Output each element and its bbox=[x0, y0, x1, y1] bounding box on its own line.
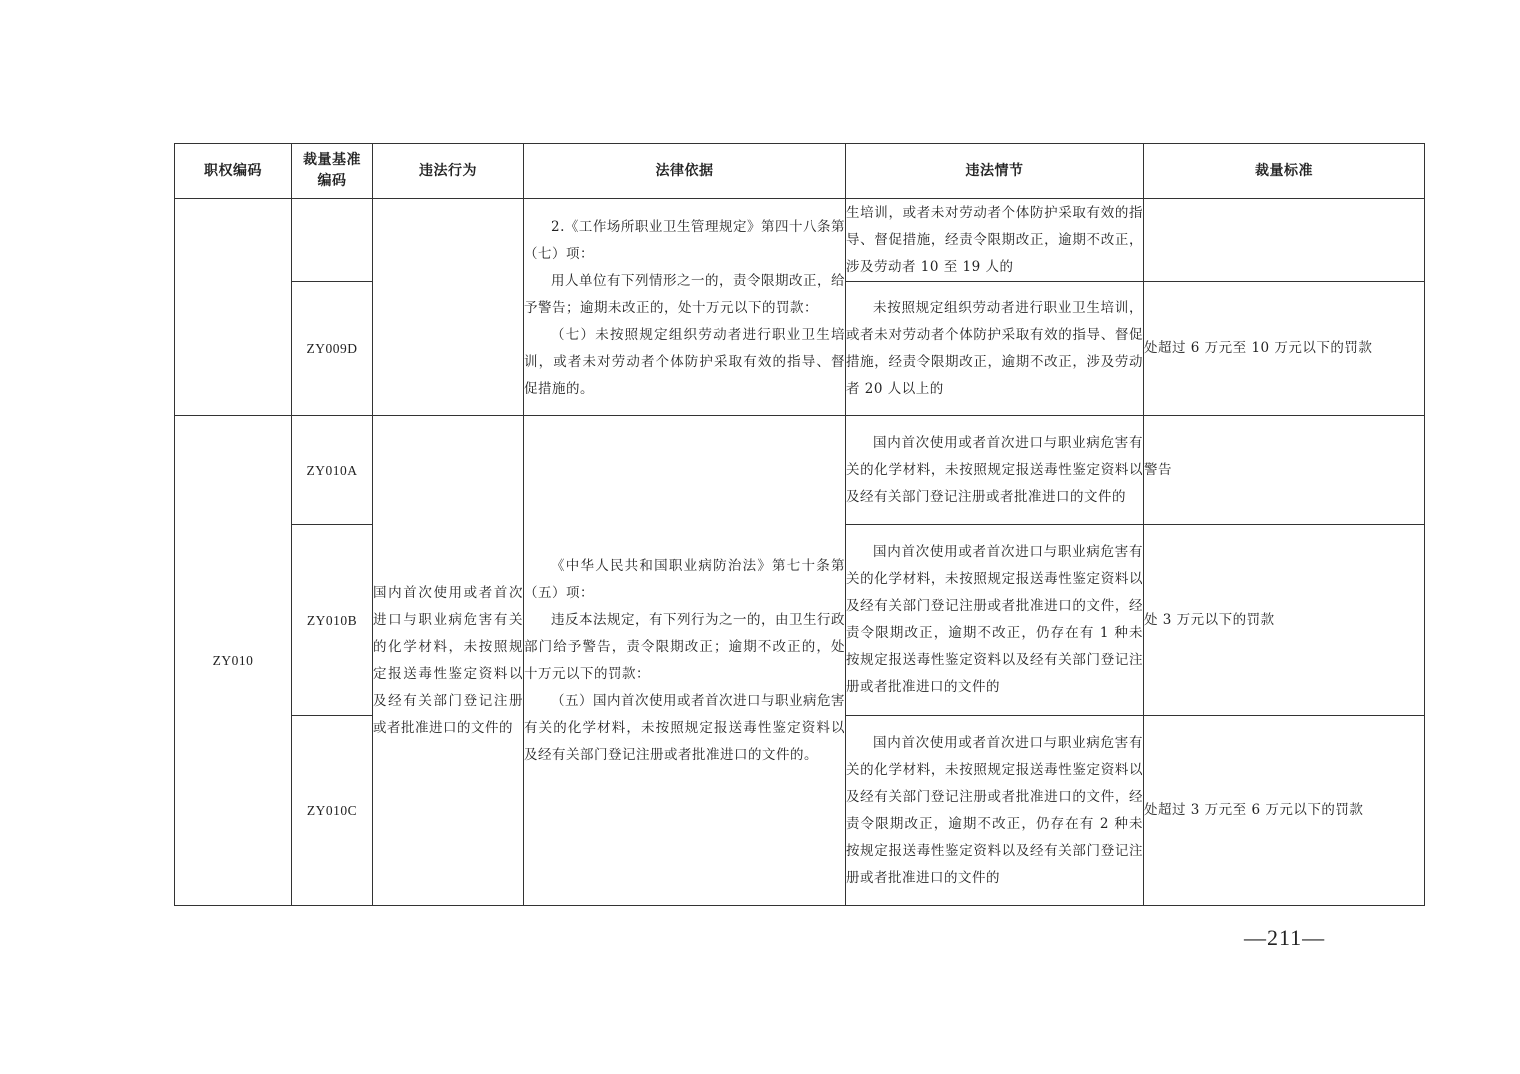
header-benchmark-code bbox=[292, 144, 373, 199]
table-row bbox=[175, 416, 1425, 525]
benchmark-code-cell: ZY010A bbox=[292, 416, 373, 525]
circumstance-text: 未按照规定组织劳动者进行职业卫生培训，或者未对劳动者个体防护采取有效的指导、督促措施，经责令限期改正，逾期不改正，涉及劳动者 20 人以上的 bbox=[846, 299, 1143, 397]
circumstance-cell bbox=[846, 416, 1144, 525]
benchmark-code-cell: ZY009D bbox=[292, 282, 373, 416]
power-code-cell bbox=[175, 199, 292, 416]
header-circumstance: 违法情节 bbox=[846, 144, 1144, 199]
header-standard: 裁量标准 bbox=[1144, 144, 1425, 199]
standard-cell: 警告 bbox=[1144, 416, 1425, 525]
power-code-cell: ZY010 bbox=[175, 416, 292, 906]
circumstance-text: 国内首次使用或者首次进口与职业病危害有关的化学材料，未按照规定报送毒性鉴定资料以及经有关部门登记注册或者批准进口的文件的 bbox=[846, 434, 1143, 505]
benchmark-code-cell: ZY010C bbox=[292, 716, 373, 906]
table-header-row bbox=[175, 144, 1425, 199]
legal-basis-cell bbox=[524, 416, 846, 906]
page-number: —211— bbox=[1244, 925, 1326, 950]
header-benchmark-code-line1: 裁量基准 bbox=[303, 152, 361, 168]
benchmark-code-cell bbox=[292, 199, 373, 282]
header-power-code: 职权编码 bbox=[175, 144, 292, 199]
legal-basis-paragraph: （七）未按照规定组织劳动者进行职业卫生培训，或者未对劳动者个体防护采取有效的指导、督促措施的。 bbox=[524, 326, 845, 397]
standard-cell bbox=[1144, 199, 1425, 282]
circumstance-text: 国内首次使用或者首次进口与职业病危害有关的化学材料，未按照规定报送毒性鉴定资料以及经有关部门登记注册或者批准进口的文件，经责令限期改正，逾期不改正，仍存在有 2 种未按规定报送毒性鉴定资料以及经有关部门登记注册或者批准进口的文件的 bbox=[846, 734, 1143, 886]
benchmark-code-cell: ZY010B bbox=[292, 525, 373, 716]
header-legal-basis: 法律依据 bbox=[524, 144, 846, 199]
legal-basis-paragraph: 《中华人民共和国职业病防治法》第七十条第（五）项： bbox=[524, 557, 845, 601]
standard-cell: 处超过 3 万元至 6 万元以下的罚款 bbox=[1144, 716, 1425, 906]
circumstance-cell bbox=[846, 716, 1144, 906]
standard-cell: 处超过 6 万元至 10 万元以下的罚款 bbox=[1144, 282, 1425, 416]
standard-cell: 处 3 万元以下的罚款 bbox=[1144, 525, 1425, 716]
legal-basis-paragraph: 违反本法规定，有下列行为之一的，由卫生行政部门给予警告，责令限期改正；逾期不改正的，处十万元以下的罚款： bbox=[524, 611, 845, 682]
header-benchmark-code-line2: 编码 bbox=[317, 173, 347, 189]
legal-basis-paragraph: 2.《工作场所职业卫生管理规定》第四十八条第（七）项： bbox=[524, 218, 845, 262]
header-violation: 违法行为 bbox=[373, 144, 524, 199]
circumstance-cell bbox=[846, 525, 1144, 716]
legal-basis-cell bbox=[524, 199, 846, 416]
legal-basis-paragraph: （五）国内首次使用或者首次进口与职业病危害有关的化学材料，未按照规定报送毒性鉴定资料以及经有关部门登记注册或者批准进口的文件的。 bbox=[524, 692, 845, 763]
circumstance-cell: 生培训，或者未对劳动者个体防护采取有效的指导、督促措施，经责令限期改正，逾期不改正，涉及劳动者 10 至 19 人的 bbox=[846, 199, 1144, 282]
penalty-table bbox=[174, 143, 1425, 906]
violation-cell: 国内首次使用或者首次进口与职业病危害有关的化学材料，未按照规定报送毒性鉴定资料以及经有关部门登记注册或者批准进口的文件的 bbox=[373, 416, 524, 906]
table-row bbox=[175, 199, 1425, 282]
violation-cell bbox=[373, 199, 524, 416]
circumstance-cell bbox=[846, 282, 1144, 416]
legal-basis-paragraph: 用人单位有下列情形之一的，责令限期改正，给予警告；逾期未改正的，处十万元以下的罚款： bbox=[524, 272, 845, 316]
circumstance-text: 国内首次使用或者首次进口与职业病危害有关的化学材料，未按照规定报送毒性鉴定资料以及经有关部门登记注册或者批准进口的文件，经责令限期改正，逾期不改正，仍存在有 1 种未按规定报送毒性鉴定资料以及经有关部门登记注册或者批准进口的文件的 bbox=[846, 544, 1143, 695]
